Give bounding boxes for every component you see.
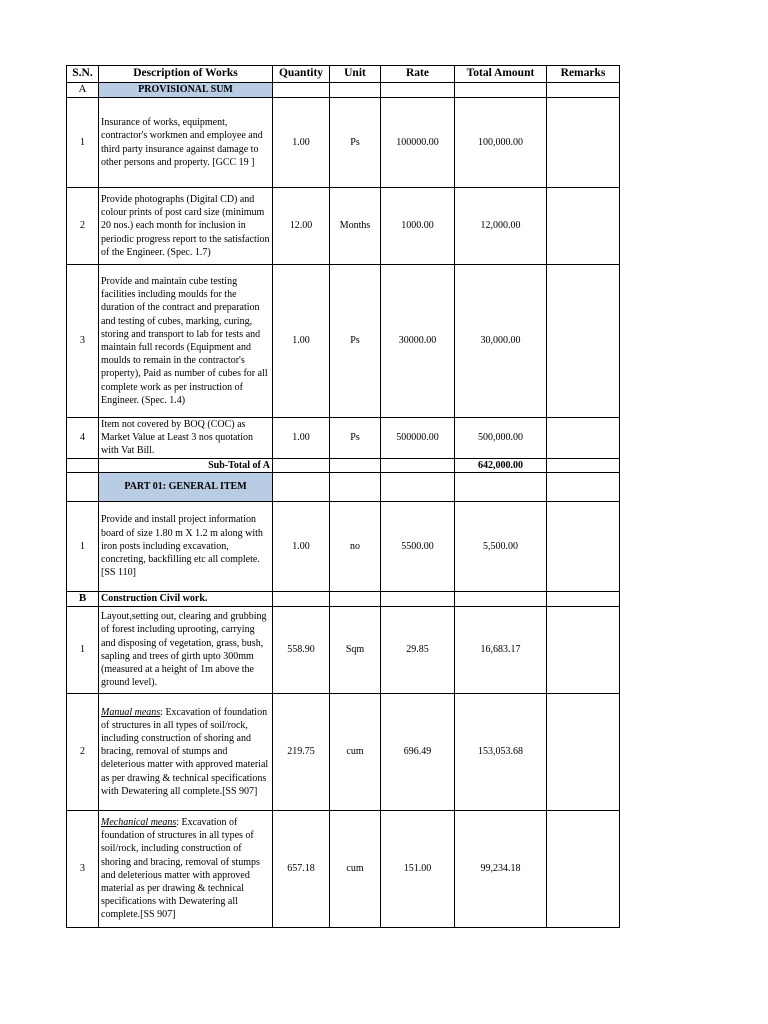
row-total: 30,000.00 — [455, 265, 547, 418]
header-row — [67, 66, 620, 83]
subtotal-a-label: Sub-Total of A — [99, 458, 273, 472]
row-unit: Sqm — [330, 606, 381, 693]
row-qty: 1.00 — [273, 98, 330, 188]
part01-title: PART 01: GENERAL ITEM — [99, 472, 273, 501]
subtotal-a-amount: 642,000.00 — [455, 458, 547, 472]
section-a-row — [67, 83, 620, 98]
row-desc: Insurance of works, equipment, contractor's workmen and employee and third party insurance against damage to other persons and property. [GCC 19 ] — [99, 98, 273, 188]
row-total: 5,500.00 — [455, 501, 547, 591]
col-rate-header: Rate — [381, 66, 455, 83]
row-remarks — [547, 188, 620, 265]
row-total: 12,000.00 — [455, 188, 547, 265]
row-qty: 657.18 — [273, 810, 330, 927]
row-rate: 100000.00 — [381, 98, 455, 188]
row-desc-lead: Mechanical means — [101, 817, 177, 828]
table-row — [67, 501, 620, 591]
col-total-header: Total Amount — [455, 66, 547, 83]
row-remarks — [547, 265, 620, 418]
section-b-sn: B — [67, 591, 99, 606]
row-desc-body: : Excavation of foundation of structures in all types of soil/rock, including construction of shoring and bracing, removal of stumps and deleterious matter with approved material as per drawing & technical specifications with Dewatering all complete.[SS 907] — [101, 817, 260, 921]
col-qty-header: Quantity — [273, 66, 330, 83]
row-desc: Provide and install project information board of size 1.80 m X 1.2 m along with iron posts including excavation, concreting, backfilling etc all complete. [SS 110] — [99, 501, 273, 591]
row-sn: 2 — [67, 693, 99, 810]
row-sn: 1 — [67, 606, 99, 693]
row-remarks — [547, 501, 620, 591]
row-desc: Layout,setting out, clearing and grubbing of forest including uprooting, carrying and disposing of vegetation, grass, bush, sapling and trees of girth upto 300mm (measured at a height of 1m above the ground level). — [99, 606, 273, 693]
section-b-row — [67, 591, 620, 606]
row-unit: cum — [330, 693, 381, 810]
table-row — [67, 606, 620, 693]
row-unit: Ps — [330, 265, 381, 418]
row-remarks — [547, 606, 620, 693]
row-rate: 696.49 — [381, 693, 455, 810]
col-desc-header: Description of Works — [99, 66, 273, 83]
col-remarks-header: Remarks — [547, 66, 620, 83]
row-rate: 1000.00 — [381, 188, 455, 265]
row-rate: 5500.00 — [381, 501, 455, 591]
part01-row — [67, 472, 620, 501]
row-unit: no — [330, 501, 381, 591]
row-desc-lead: Manual means — [101, 706, 161, 718]
table-row — [67, 810, 620, 927]
row-rate: 30000.00 — [381, 265, 455, 418]
row-desc-body: : Excavation of foundation of structures in all types of soil/rock, including construction of shoring and bracing, removal of stumps and deleterious matter with approved material as per drawing & technical specifications with Dewatering all complete.[SS 907] — [101, 706, 269, 797]
row-desc: Provide and maintain cube testing facilities including moulds for the duration of the contract and preparation and testing of cubes, marking, curing, storing and transport to lab for tests and maintain full records (Equipment and moulds to remain in the contractor's property), Paid as number of cubes for all complete work as per instruction of Engineer. (Spec. 1.4) — [99, 265, 273, 418]
row-total: 100,000.00 — [455, 98, 547, 188]
row-remarks — [547, 98, 620, 188]
boq-table — [66, 65, 620, 928]
row-remarks — [547, 418, 620, 459]
table-row — [67, 265, 620, 418]
row-unit: Ps — [330, 418, 381, 459]
row-qty: 558.90 — [273, 606, 330, 693]
table-row — [67, 98, 620, 188]
row-rate: 500000.00 — [381, 418, 455, 459]
row-total: 16,683.17 — [455, 606, 547, 693]
row-qty: 219.75 — [273, 693, 330, 810]
row-sn: 4 — [67, 418, 99, 459]
row-rate: 151.00 — [381, 810, 455, 927]
col-unit-header: Unit — [330, 66, 381, 83]
row-qty: 12.00 — [273, 188, 330, 265]
row-unit: Months — [330, 188, 381, 265]
row-sn: 1 — [67, 98, 99, 188]
row-sn: 3 — [67, 810, 99, 927]
section-b-title: Construction Civil work. — [99, 591, 273, 606]
row-sn: 1 — [67, 501, 99, 591]
row-total: 153,053.68 — [455, 693, 547, 810]
table-row — [67, 188, 620, 265]
section-a-sn: A — [67, 83, 99, 98]
row-unit: cum — [330, 810, 381, 927]
row-remarks — [547, 810, 620, 927]
row-desc — [99, 693, 273, 810]
row-remarks — [547, 693, 620, 810]
subtotal-a-row — [67, 458, 620, 472]
row-desc — [99, 810, 273, 927]
table-row — [67, 693, 620, 810]
row-qty: 1.00 — [273, 265, 330, 418]
row-total: 500,000.00 — [455, 418, 547, 459]
row-unit: Ps — [330, 98, 381, 188]
row-qty: 1.00 — [273, 418, 330, 459]
section-a-title: PROVISIONAL SUM — [99, 83, 273, 98]
row-qty: 1.00 — [273, 501, 330, 591]
row-total: 99,234.18 — [455, 810, 547, 927]
row-rate: 29.85 — [381, 606, 455, 693]
row-sn: 2 — [67, 188, 99, 265]
row-desc: Item not covered by BOQ (COC) as Market Value at Least 3 nos quotation with Vat Bill. — [99, 418, 273, 459]
col-sn-header: S.N. — [67, 66, 99, 83]
table-row — [67, 418, 620, 459]
row-desc: Provide photographs (Digital CD) and colour prints of post card size (minimum 20 nos.) each month for inclusion in periodic progress report to the satisfaction of the Engineer. (Spec. 1.7) — [99, 188, 273, 265]
row-sn: 3 — [67, 265, 99, 418]
